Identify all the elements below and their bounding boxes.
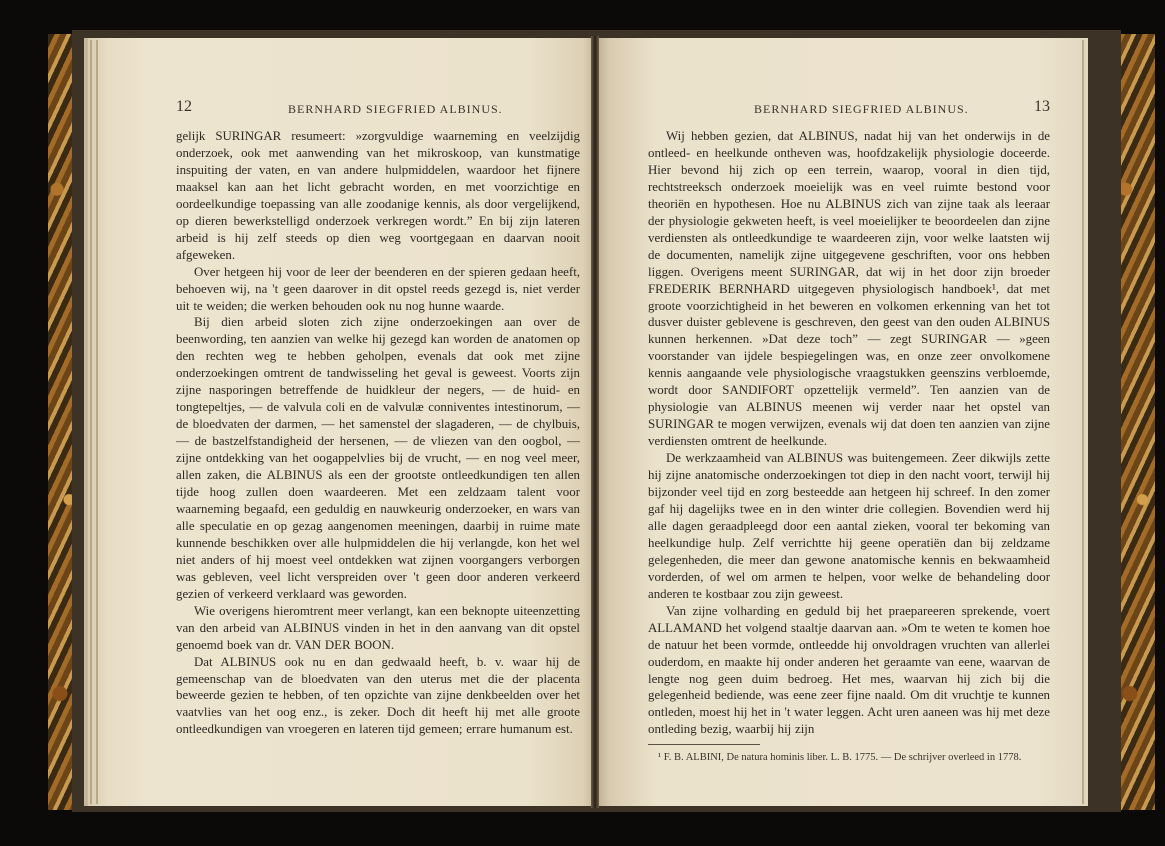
paragraph: De werkzaamheid van ALBINUS was buitengemeen. Zeer dikwijls zette hij zijne anatomische onderzoekingen tot diep in den nacht voort, terwijl hij bijzonder veel tijd en zorg besteedde aan hetgeen hij schreef. In den zomer gaf hij dagelijks twee en in den winter drie collegien. Bovendien werd hij alle dagen geraadpleegd door een aantal zieken, vooral ter bekoming van heelkundige hulp. Zelf verrichtte hij geene operatiën dan bij zeldzame gelegenheden, die meer dan gewone anatomische kennis en bekwaamheid vorderden, of wel om armen te helpen, voor welke de behandeling door anderen te kostbaar zou zijn geweest. xyxy=(648,451,1050,601)
page-edge xyxy=(90,40,92,804)
body-text xyxy=(648,128,1050,738)
left-page xyxy=(84,38,598,806)
paragraph: Bij dien arbeid sloten zich zijne onderzoekingen aan over de beenwording, ten aanzien van welke hij gezegd kan worden de anatomen op den rechten weg te hebben geholpen, evenals dat ook met zijne onderzoekingen omtrent de tandwisseling het geval is geweest. Voorts zijn zijne nasporingen betreffende de huidkleur der negers, — de huid- en tongtepeltjes, — de valvula coli en de valvulæ conniventes intestinorum, — de bloedvaten der darmen, — het samenstel der slagaderen, — de chylbuis, — de bastzelfstandigheid der hersenen, — de vliezen van den oogbol, — zijne ontdekking van het oogappelvlies bij de vrucht, — en nog veel meer, allen zaken, die ALBINUS als een der grootste ontleedkundigen ten allen tijde hoog zullen doen waardeeren. Met een zeldzaam talent voor waarneming begaafd, een geduldig en nauwkeurig onderzoeker, en wars van alle speculatie en op gezag aangenomen meeningen, daarbij in ruime mate kunnende beschikken over alle hulpmiddelen die hij verlangde, kon het wel niet anders of hij moest veel ontdekken wat zijnen voorgangers verborgen was gebleven, veel licht verspreiden over 't geen door anderen verkeerd gezien of verkeerd verklaard was geworden. xyxy=(176,315,580,601)
paragraph: Van zijne volharding en geduld bij het praepareeren sprekende, voert ALLAMAND het volgend staaltje daarvan aan. »Om te weten te komen hoe de natuur het been vormde, ontleedde hij onvoldragen vruchten van allerlei ouderdom, en maakte hij onder anderen het geraamte van eene, waarvan de lengte nog geen duim bedroeg. Het mes, waarvan hij zich bij die gelegenheid bediende, was eene zeer fijne naald. Om dit vruchtje te kunnen ontleden, moest hij het in 't water leggen. Acht uren aaneen was hij met deze ontleding bezig, waarbij hij zijn xyxy=(648,603,1050,737)
right-page xyxy=(596,38,1088,806)
paragraph: Over hetgeen hij voor de leer der beenderen en der spieren gedaan heeft, behoeven wij, na 't geen daarover in dit opstel reeds gezegd is, niet verder uit te weiden; die werken behouden ook nu nog hunne waarde. xyxy=(176,264,580,313)
page-number: 13 xyxy=(1034,98,1050,115)
body-text xyxy=(176,128,580,738)
running-head: BERNHARD SIEGFRIED ALBINUS. xyxy=(288,102,503,116)
paragraph: Wij hebben gezien, dat ALBINUS, nadat hij van het onderwijs in de ontleed- en heelkunde ontheven was, hoofdzakelijk physiologie doceerde. Hier bevond hij zich op een terrein, waarop, vooral in dien tijd, rechtstreeksch onderzoek moeielijk was en veel ruimte bestond voor theoriën en hypothesen. Hoe nu ALBINUS zich van zijne taak als leeraar der physiologie gekweten heeft, is veel moeielijker te beoordeelen dan zijne verdiensten als ontleedkundige te waardeeren zijn, voor welke laatsten wij de documenten, namelijk zijne uitgegevene geschriften, voor ons hebben liggen. Overigens meent SURINGAR, dat wij in het door zijn broeder FREDERIK BERNHARD uitgegeven physiologisch handboek¹, dat met groote voorzichtigheid in het beweren en volkomen erkenning van het tot dusver duister geblevene is geschreven, den geest van den ouden ALBINUS kunnen herkennen. »Dat deze toch” — zegt SURINGAR — »geen voorstander van ijdele bespiegelingen was, en onze zeer onvolkomene kennis aangaande vele physiologische vraagstukken geenszins verbloemde, wordt door SANDIFORT opzettelijk vermeld”. Ten aanzien van de physiologie van ALBINUS meenen wij verder naar het opstel van SURINGAR te mogen verwijzen, evenals wij dat doen ten aanzien van zijne verdiensten omtrent de heelkunde. xyxy=(648,129,1050,449)
paragraph: gelijk SURINGAR resumeert: »zorgvuldige waarneming en veelzijdig onderzoek, ook met aanwending van het mikroskoop, van kunstmatige inspuiting der vaten, en van andere hulpmiddelen, waardoor het fijnere maaksel kan aan het licht gebracht worden, en met voorzichtige en oordeelkundige toepassing van alle zoodanige kennis, als door vergelijkend, op dieren bewerkstelligd onderzoek verkregen wordt.” En bij zijn lateren arbeid is hij zelf steeds op dien weg voortgegaan en daarvan nooit afgeweken. xyxy=(176,129,580,262)
footnote-rule xyxy=(648,744,760,745)
page-edge xyxy=(96,40,98,804)
book-gutter xyxy=(591,36,599,808)
page-edge xyxy=(1082,40,1084,804)
paragraph: Wie overigens hieromtrent meer verlangt, kan een beknopte uiteenzetting van den arbeid van ALBINUS vinden in het in den aanvang van dit opstel genoemd boek van dr. VAN DER BOON. xyxy=(176,603,580,652)
running-head: BERNHARD SIEGFRIED ALBINUS. xyxy=(754,102,969,116)
footnote: ¹ F. B. ALBINI, De natura hominis liber. L. B. 1775. — De schrijver overleed in 1778. xyxy=(658,752,1022,763)
page-number: 12 xyxy=(176,98,192,115)
paragraph: Dat ALBINUS ook nu en dan gedwaald heeft, b. v. waar hij de gemeenschap van de bloedvaten van den uterus met die der placenta beweerde gezien te hebben, of ten opzichte van zijne denkbeelden over het vaatvlies van het oog enz., is zeker. Doch dit heeft hij met alle groote ontleedkundigen van vroegeren en lateren tijd gemeen; errare humanum est. xyxy=(176,654,580,737)
